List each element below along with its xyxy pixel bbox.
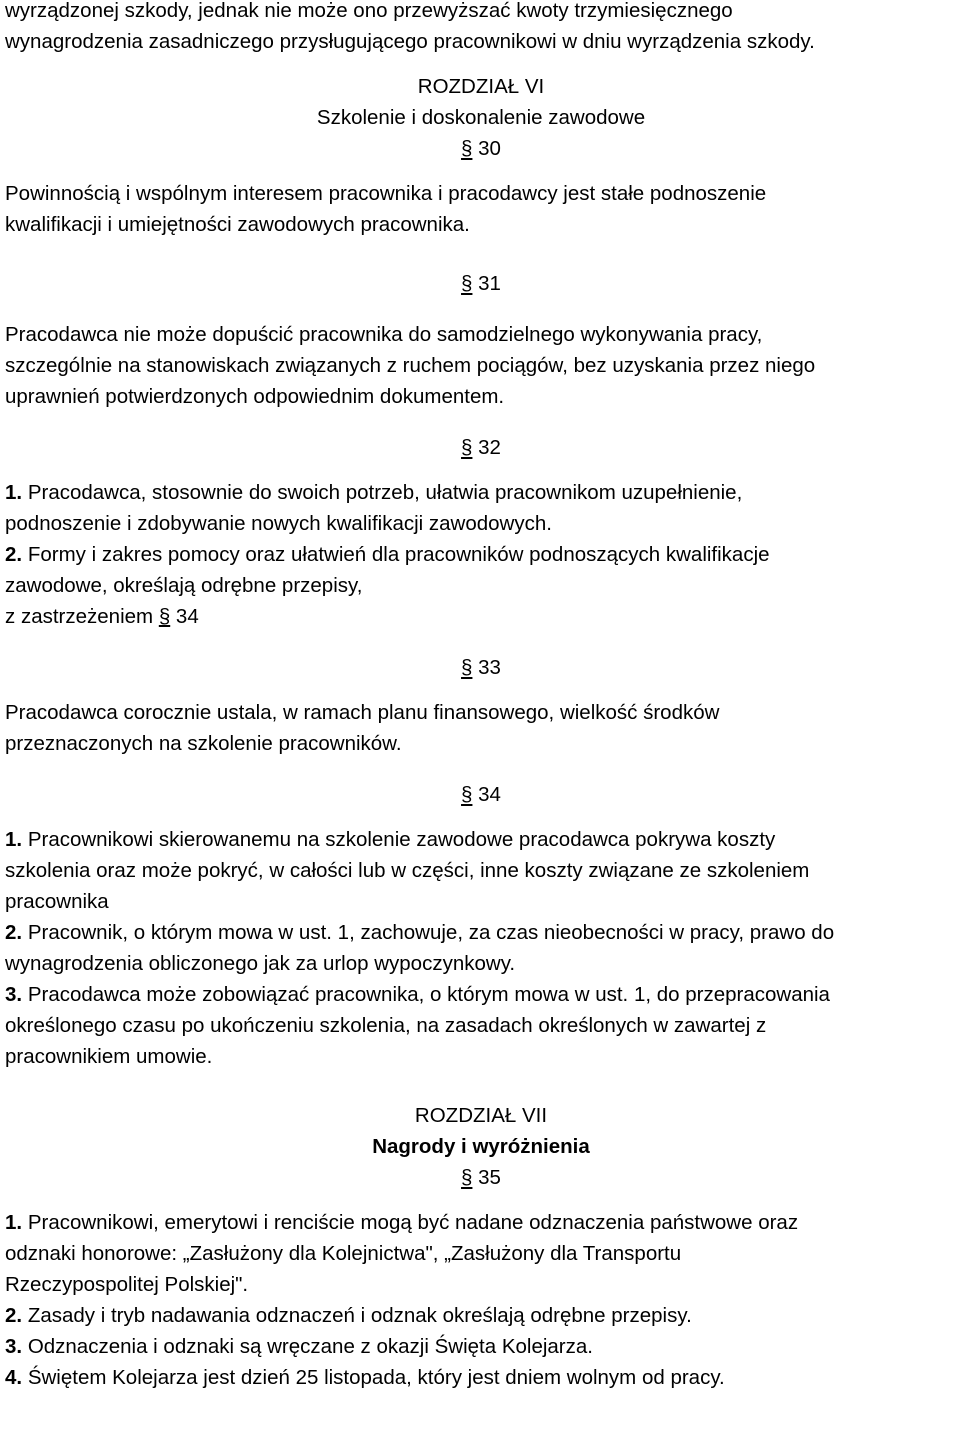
section-32-heading: [5, 432, 957, 463]
s33-line-1: Pracodawca corocznie ustala, w ramach planu finansowego, wielkość środków: [5, 701, 720, 724]
section-number: 31: [478, 272, 501, 295]
s35-paragraph-2: [5, 1300, 957, 1331]
s31-line-1: Pracodawca nie może dopuścić pracownika do samodzielnego wykonywania pracy,: [5, 323, 763, 346]
paragraph-text: Pracodawca może zobowiązać pracownika, o którym mowa w ust. 1, do przepracowania: [27, 983, 830, 1006]
s32-paragraph-1: [5, 477, 957, 508]
paragraph-number: 1.: [5, 1211, 23, 1234]
s30-line-1: Powinnością i wspólnym interesem pracownika i pracodawcy jest stałe podnoszenie: [5, 182, 767, 205]
paragraph-number: 2.: [5, 543, 23, 566]
s34-paragraph-2: [5, 917, 957, 948]
paragraph-text: Pracodawca, stosownie do swoich potrzeb, ułatwia pracownikom uzupełnienie,: [27, 481, 743, 504]
section-number: 33: [478, 656, 501, 679]
chapter-6-subtitle: Szkolenie i doskonalenie zawodowe: [316, 106, 646, 129]
section-sign: §: [461, 272, 473, 295]
section-sign: §: [461, 1166, 473, 1189]
section-sign: §: [461, 137, 473, 160]
s34-paragraph-1: [5, 824, 957, 855]
section-34-heading: [5, 779, 957, 810]
chapter-7-subtitle: Nagrody i wyróżnienia: [372, 1135, 590, 1158]
paragraph-text: Zasady i tryb nadawania odznaczeń i odznak określają odrębne przepisy.: [27, 1304, 692, 1327]
paragraph-number: 2.: [5, 921, 23, 944]
s32-paragraph-2: [5, 539, 957, 570]
s31-line-3: uprawnień potwierdzonych odpowiednim dokumentem.: [5, 385, 505, 408]
section-sign: §: [461, 783, 473, 806]
section-number: 34: [478, 783, 501, 806]
section-number: 35: [478, 1166, 501, 1189]
section-sign: §: [158, 605, 171, 628]
paragraph-text: z zastrzeżeniem: [5, 605, 154, 628]
section-number: 32: [478, 436, 501, 459]
paragraph-text: Formy i zakres pomocy oraz ułatwień dla pracowników podnoszących kwalifikacje: [27, 543, 770, 566]
section-sign: §: [461, 656, 473, 679]
s34-p3-line-2: określonego czasu po ukończeniu szkolenia, na zasadach określonych w zawartej z: [5, 1014, 767, 1037]
section-31-heading: [5, 268, 957, 299]
paragraph-number: 1.: [5, 481, 23, 504]
section-35-heading: [5, 1162, 957, 1193]
s34-p1-line-2: szkolenia oraz może pokryć, w całości lub w części, inne koszty związane ze szkoleniem: [5, 859, 810, 882]
chapter-6-title: ROZDZIAŁ VI: [417, 75, 545, 98]
paragraph-text: Odznaczenia i odznaki są wręczane z okazji Święta Kolejarza.: [27, 1335, 593, 1358]
paragraph-text: Świętem Kolejarza jest dzień 25 listopada, który jest dniem wolnym od pracy.: [27, 1366, 725, 1389]
s32-p2-line-2: zawodowe, określają odrębne przepisy,: [5, 574, 363, 597]
s32-p2-line-3: [5, 601, 957, 632]
paragraph-number: 1.: [5, 828, 23, 851]
section-33-heading: [5, 652, 957, 683]
paragraph-number: 4.: [5, 1366, 23, 1389]
s34-p1-line-3: pracownika: [5, 890, 109, 913]
paragraph-text: Pracownikowi skierowanemu na szkolenie zawodowe pracodawca pokrywa koszty: [27, 828, 776, 851]
s34-p3-line-3: pracownikiem umowie.: [5, 1045, 213, 1068]
intro-line-1: wyrządzonej szkody, jednak nie może ono przewyższać kwoty trzymiesięcznego: [5, 0, 733, 22]
chapter-7-title: ROZDZIAŁ VII: [414, 1104, 548, 1127]
paragraph-text: Pracownikowi, emerytowi i renciście mogą być nadane odznaczenia państwowe oraz: [27, 1211, 799, 1234]
s35-p1-line-2: odznaki honorowe: „Zasłużony dla Kolejnictwa", „Zasłużony dla Transportu: [5, 1242, 682, 1265]
document-page: [5, 0, 957, 1393]
s34-p2-line-2: wynagrodzenia obliczonego jak za urlop wypoczynkowy.: [5, 952, 516, 975]
paragraph-number: 3.: [5, 1335, 23, 1358]
section-sign: §: [461, 436, 473, 459]
section-reference: 34: [175, 605, 199, 628]
s35-paragraph-1: [5, 1207, 957, 1238]
s31-line-2: szczególnie na stanowiskach związanych z ruchem pociągów, bez uzyskania przez niego: [5, 354, 816, 377]
section-30-heading: [5, 133, 957, 164]
paragraph-number: 3.: [5, 983, 23, 1006]
intro-line-2: wynagrodzenia zasadniczego przysługującego pracownikowi w dniu wyrządzenia szkody.: [5, 30, 815, 53]
paragraph-number: 2.: [5, 1304, 23, 1327]
s34-paragraph-3: [5, 979, 957, 1010]
s35-p1-line-3: Rzeczypospolitej Polskiej".: [5, 1273, 249, 1296]
paragraph-text: Pracownik, o którym mowa w ust. 1, zachowuje, za czas nieobecności w pracy, prawo do: [27, 921, 835, 944]
s33-line-2: przeznaczonych na szkolenie pracowników.: [5, 732, 402, 755]
s35-paragraph-4: [5, 1362, 957, 1393]
section-number: 30: [478, 137, 501, 160]
s30-line-2: kwalifikacji i umiejętności zawodowych pracownika.: [5, 213, 470, 236]
s35-paragraph-3: [5, 1331, 957, 1362]
s32-p1-line-2: podnoszenie i zdobywanie nowych kwalifikacji zawodowych.: [5, 512, 552, 535]
